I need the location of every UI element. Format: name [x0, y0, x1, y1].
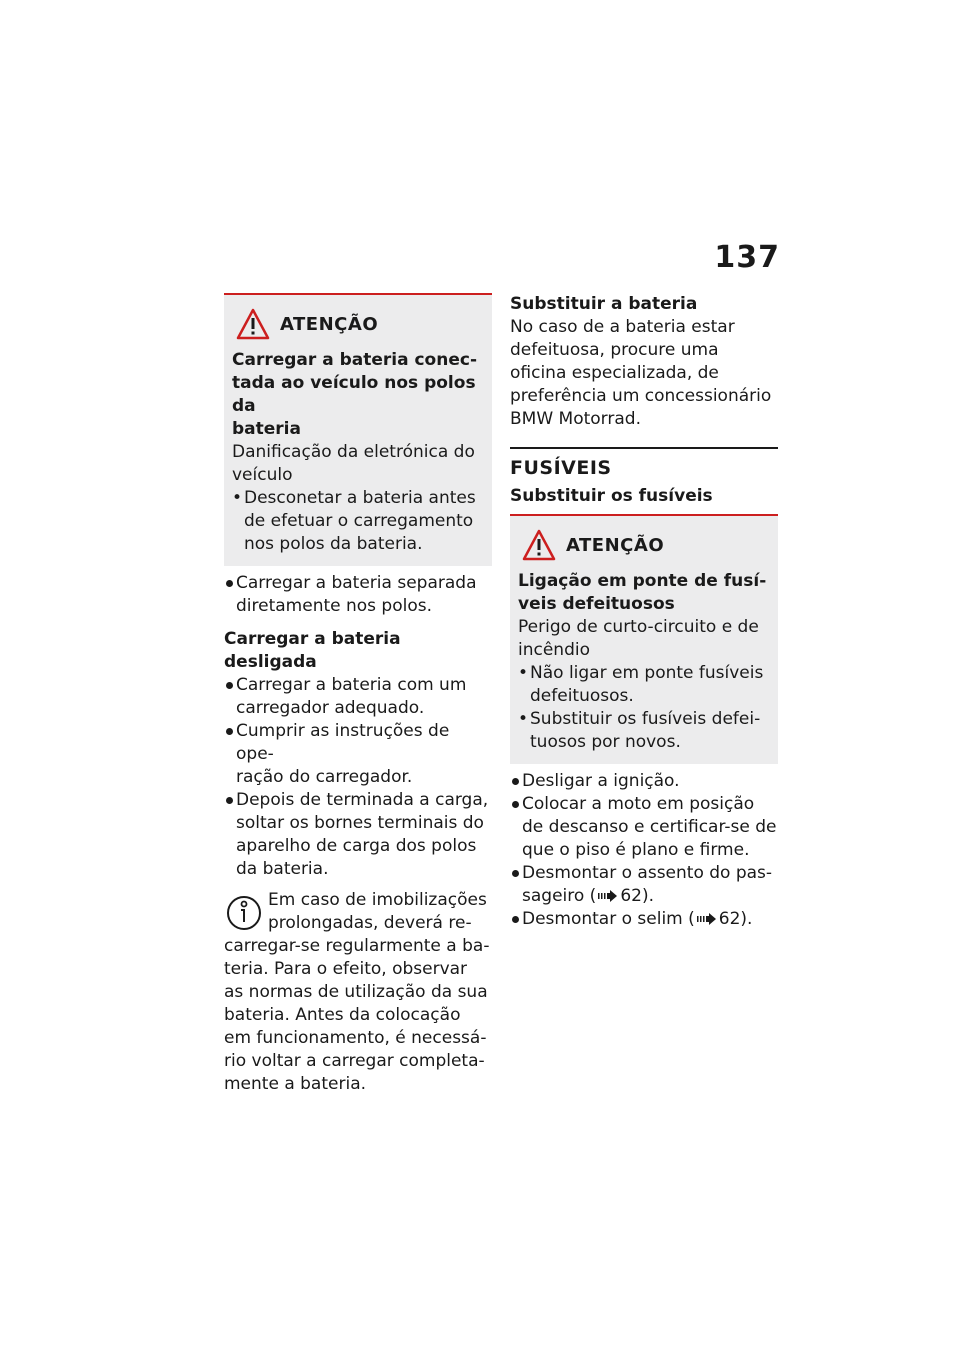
- warning-subtitle-line: bateria: [232, 419, 301, 439]
- item-line: Carregar a bateria com um: [236, 675, 467, 695]
- info-line: mente a bateria.: [224, 1074, 367, 1094]
- warning-subtitle: [518, 570, 770, 616]
- warning-action-item: [518, 662, 770, 708]
- warning-subtitle-line: Carregar a bateria conec-: [232, 350, 477, 370]
- text-line: defeituosa, procure uma: [510, 340, 719, 360]
- item-line: Desligar a ignição.: [522, 771, 680, 791]
- item-text: sageiro (: [522, 886, 597, 906]
- warning-subtitle: [232, 349, 484, 441]
- info-line: Em caso de imobilizações: [268, 890, 487, 910]
- list-item: [510, 770, 778, 793]
- text-line: No caso de a bateria estar: [510, 317, 735, 337]
- item-line: defeituosos.: [530, 686, 634, 706]
- item-line: [522, 885, 778, 908]
- item-line: Colocar a moto em posição: [522, 794, 755, 814]
- page-reference-arrow-icon[interactable]: [697, 913, 717, 925]
- warning-action-list: [518, 662, 770, 754]
- item-line: tuosos por novos.: [530, 732, 681, 752]
- page-reference[interactable]: 62).: [718, 909, 753, 929]
- item-line: da bateria.: [236, 859, 329, 879]
- replace-battery-text: [510, 316, 778, 431]
- info-line: prolongadas, deverá re-: [268, 913, 472, 933]
- info-icon: [224, 891, 264, 931]
- item-line: de descanso e certificar-se de: [522, 817, 777, 837]
- page-reference[interactable]: 62).: [620, 886, 654, 906]
- item-line: soltar os bornes terminais do: [236, 813, 484, 833]
- list-item: [224, 720, 492, 789]
- heading-replace-battery: Substituir a bateria: [510, 294, 698, 314]
- section-title-fuses: FUSÍVEIS: [510, 457, 612, 479]
- item-line: Carregar a bateria separada: [236, 573, 477, 593]
- info-line: em funcionamento, é necessá-: [224, 1028, 487, 1048]
- item-line: de efetuar o carregamento: [244, 511, 474, 531]
- left-column: [224, 293, 492, 1096]
- warning-title: ATENÇÃO: [280, 313, 379, 335]
- heading-replace-fuses: Substituir os fusíveis: [510, 486, 713, 506]
- right-column: [510, 293, 778, 931]
- warning-text-line: Danificação da eletrónica do: [232, 442, 475, 462]
- section-divider: [510, 447, 778, 449]
- item-line: aparelho de carga dos polos: [236, 836, 477, 856]
- warning-subtitle-line: tada ao veículo nos polos da: [232, 373, 476, 416]
- item-line: Desmontar o assento do pas-: [522, 863, 773, 883]
- warning-header: [518, 528, 770, 562]
- item-line: Cumprir as instruções de ope-: [236, 721, 450, 764]
- warning-triangle-icon: [236, 307, 270, 341]
- warning-action-list: [232, 487, 484, 556]
- text-line: preferência um concessionário: [510, 386, 772, 406]
- list-item: [510, 908, 778, 931]
- page-reference-arrow-icon[interactable]: [598, 890, 618, 902]
- list-item: [224, 674, 492, 720]
- info-note: [224, 889, 492, 1096]
- list-item: [224, 572, 492, 618]
- bullet-list-fuse-steps: [510, 770, 778, 931]
- item-line: [522, 908, 778, 931]
- bullet-list-separate: [224, 572, 492, 618]
- warning-action-item: [518, 708, 770, 754]
- item-line: que o piso é plano e firme.: [522, 840, 750, 860]
- warning-subtitle-line: veis defeituosos: [518, 594, 675, 614]
- warning-text-line: veículo: [232, 465, 293, 485]
- info-line: teria. Para o efeito, observar: [224, 959, 468, 979]
- item-text: Desmontar o selim (: [522, 909, 695, 929]
- item-line: Depois de terminada a carga,: [236, 790, 489, 810]
- list-item: [510, 793, 778, 862]
- text-line: BMW Motorrad.: [510, 409, 641, 429]
- info-line: as normas de utilização da sua: [224, 982, 488, 1002]
- bullet-list-charging: [224, 674, 492, 881]
- item-line: • Desconetar a bateria antes: [244, 488, 476, 508]
- warning-text: [232, 441, 484, 487]
- warning-box-fuses: [510, 514, 778, 764]
- heading-charge-disconnected: Carregar a bateria desligada: [224, 629, 401, 672]
- warning-text: [518, 616, 770, 662]
- warning-triangle-icon: [522, 528, 556, 562]
- item-line: • Substituir os fusíveis defei-: [530, 709, 761, 729]
- item-line: ração do carregador.: [236, 767, 413, 787]
- warning-header: [232, 307, 484, 341]
- info-line: carregar-se regularmente a ba-: [224, 936, 490, 956]
- warning-text-line: incêndio: [518, 640, 590, 660]
- item-line: • Não ligar em ponte fusíveis: [530, 663, 764, 683]
- info-line: bateria. Antes da colocação: [224, 1005, 461, 1025]
- page-number: 137: [714, 240, 780, 275]
- item-line: diretamente nos polos.: [236, 596, 433, 616]
- warning-action-item: [232, 487, 484, 556]
- warning-text-line: Perigo de curto-circuito e de: [518, 617, 759, 637]
- list-item: [224, 789, 492, 881]
- item-line: nos polos da bateria.: [244, 534, 423, 554]
- list-item: [510, 862, 778, 908]
- warning-title: ATENÇÃO: [566, 534, 665, 556]
- warning-subtitle-line: Ligação em ponte de fusí-: [518, 571, 767, 591]
- text-line: oficina especializada, de: [510, 363, 719, 383]
- item-line: carregador adequado.: [236, 698, 425, 718]
- info-line: rio voltar a carregar completa-: [224, 1051, 485, 1071]
- warning-box-battery: [224, 293, 492, 566]
